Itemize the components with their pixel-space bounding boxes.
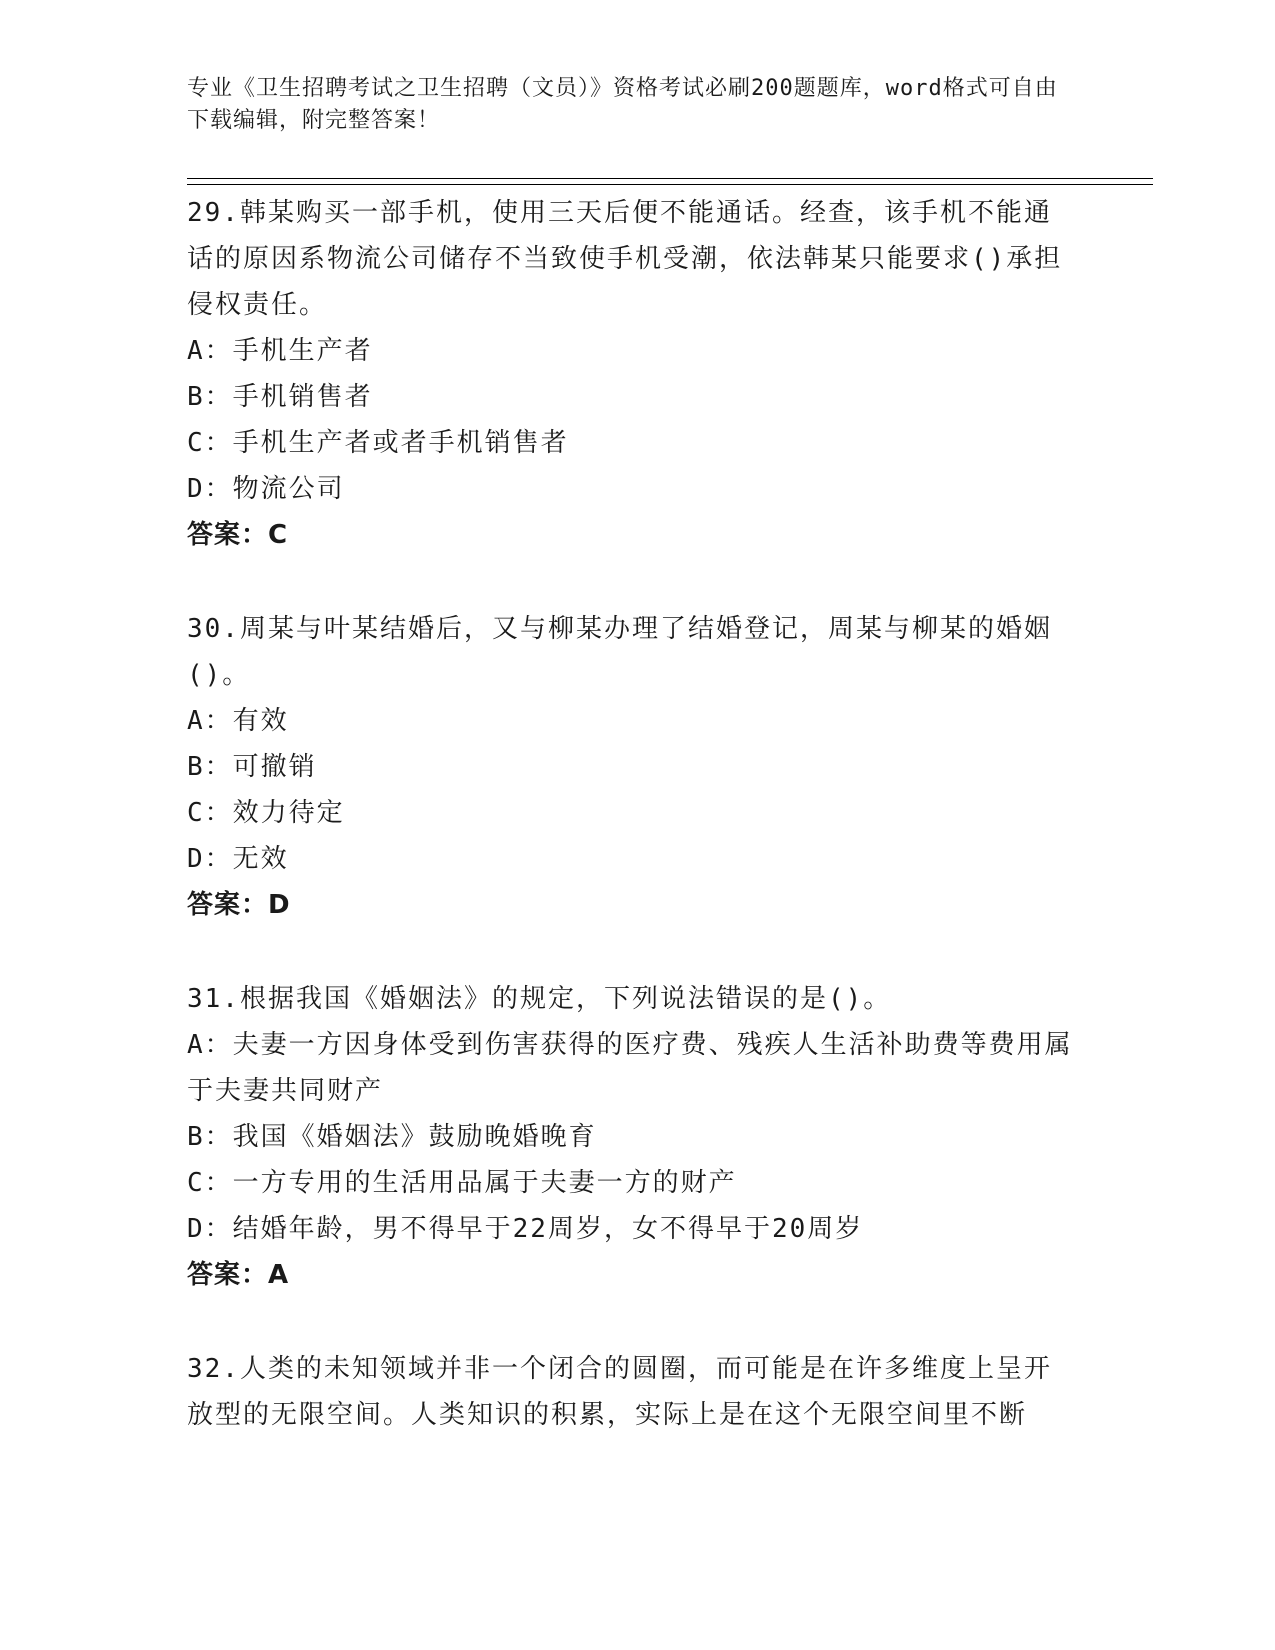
option-a: A：手机生产者 [187,336,373,366]
question-30 [187,606,1077,928]
question-29 [187,190,1077,558]
question-31 [187,976,1077,1298]
option-c: C：手机生产者或者手机销售者 [187,428,569,458]
question-stem: 32.人类的未知领域并非一个闭合的圆圈，而可能是在许多维度上呈开放型的无限空间。人类知识的积累，实际上是在这个无限空间里不断 [187,1354,1052,1430]
option-c: C：一方专用的生活用品属于夫妻一方的财产 [187,1168,737,1198]
answer-label: 答案：C [187,520,289,550]
page-header: 专业《卫生招聘考试之卫生招聘（文员）》资格考试必刷200题题库，word格式可自由下载编辑，附完整答案！ [187,76,1058,133]
option-c: C：效力待定 [187,798,345,828]
option-a: A：有效 [187,706,289,736]
option-b: B：可撤销 [187,752,317,782]
header-divider [187,178,1153,185]
option-b: B：手机销售者 [187,382,373,412]
option-a: A：夫妻一方因身体受到伤害获得的医疗费、残疾人生活补助费等费用属于夫妻共同财产 [187,1030,1073,1106]
question-stem: 30.周某与叶某结婚后，又与柳某办理了结婚登记，周某与柳某的婚姻()。 [187,614,1052,690]
answer-label: 答案：A [187,1260,290,1290]
option-d: D：无效 [187,844,289,874]
question-32 [187,1346,1077,1438]
question-stem: 29.韩某购买一部手机，使用三天后便不能通话。经查，该手机不能通话的原因系物流公司储存不当致使手机受潮，依法韩某只能要求()承担侵权责任。 [187,198,1063,320]
option-b: B：我国《婚姻法》鼓励晚婚晚育 [187,1122,597,1152]
option-d: D：结婚年龄，男不得早于22周岁，女不得早于20周岁 [187,1214,864,1244]
question-list [187,190,1077,1486]
option-d: D：物流公司 [187,474,345,504]
answer-label: 答案：D [187,890,291,920]
question-stem: 31.根据我国《婚姻法》的规定，下列说法错误的是()。 [187,984,892,1014]
